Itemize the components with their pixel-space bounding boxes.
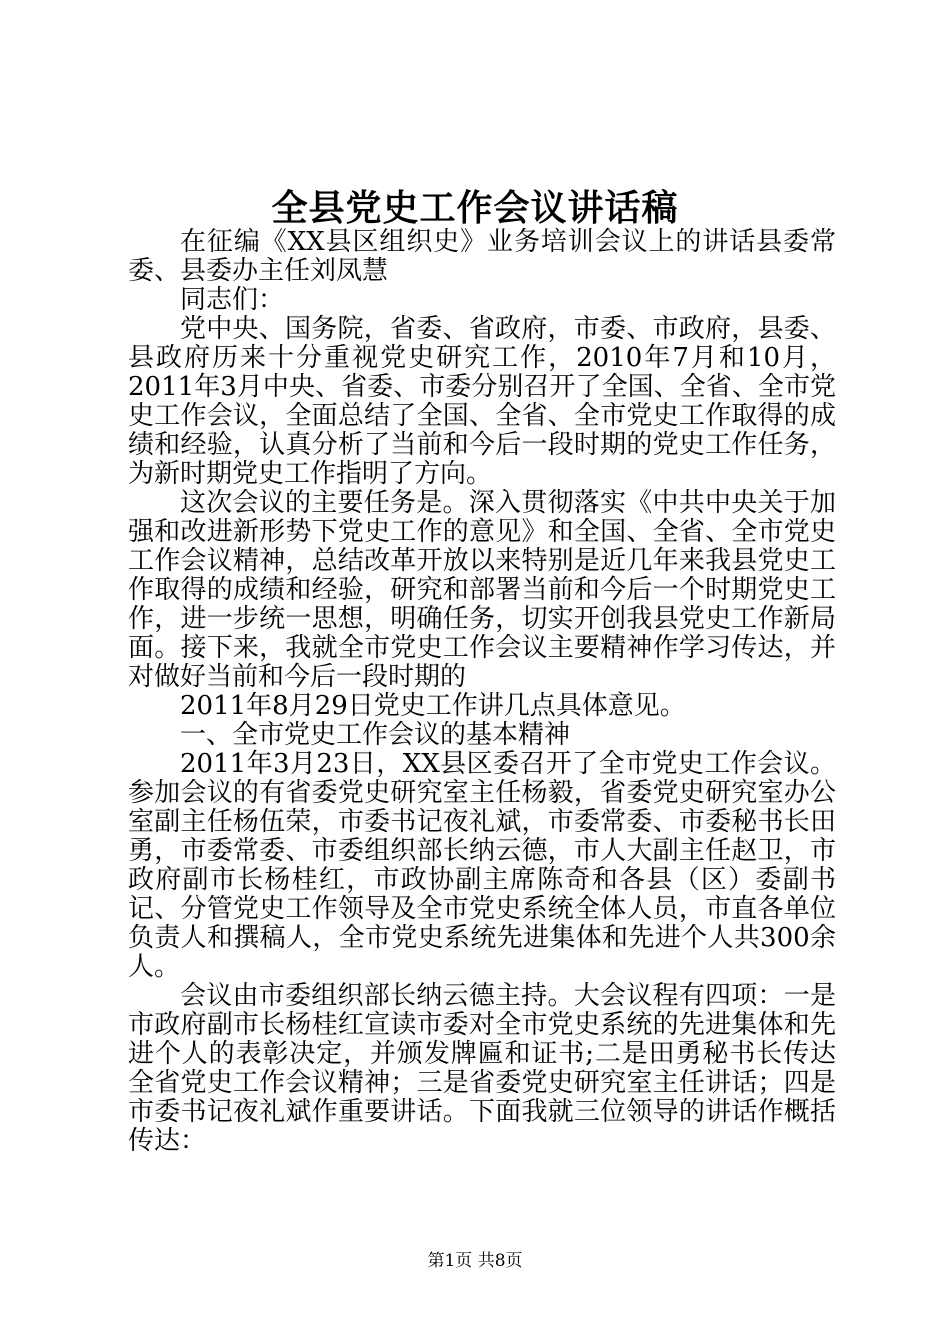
paragraph: 党中央、国务院，省委、省政府，市委、市政府，县委、县政府历来十分重视党史研究工作，2010年7月和10月，2011年3月中央、省委、市委分别召开了全国、全省、全市党史工作会议，全面总结了全国、全省、全市党史工作取得的成绩和经验，认真分析了当前和今后一段时期的党史工作任务，为新时期党史工作指明了方向。: [128, 314, 836, 489]
paragraph-subtitle: 在征编《XX县区组织史》业务培训会议上的讲话县委常委、县委办主任刘凤慧: [128, 227, 836, 286]
document-body: [128, 228, 836, 1156]
paragraph-salutation: 同志们：: [180, 285, 285, 315]
paragraph: 2011年3月23日，XX县区委召开了全市党史工作会议。参加会议的有省委党史研究室主任杨毅，省委党史研究室办公室副主任杨伍荣，市委书记夜礼斌，市委常委、市委秘书长田勇，市委常委、市委组织部长纳云德，市人大副主任赵卫，市政府副市长杨桂红，市政协副主席陈奇和各县（区）委副书记、分管党史工作领导及全市党史系统全体人员，市直各单位负责人和撰稿人，全市党史系统先进集体和先进个人共300余人。: [128, 749, 836, 982]
paragraph: 这次会议的主要任务是。深入贯彻落实《中共中央关于加强和改进新形势下党史工作的意见》和全国、全省、全市党史工作会议精神，总结改革开放以来特别是近几年来我县党史工作取得的成绩和经验，研究和部署当前和今后一个时期党史工作，进一步统一思想，明确任务，切实开创我县党史工作新局面。接下来，我就全市党史工作会议主要精神作学习传达，并对做好当前和今后一段时期的: [128, 488, 836, 692]
paragraph: 会议由市委组织部长纳云德主持。大会议程有四项：一是市政府副市长杨桂红宣读市委对全市党史系统的先进集体和先进个人的表彰决定，并颁发牌匾和证书;二是田勇秘书长传达全省党史工作会议精神；三是省委党史研究室主任讲话；四是市委书记夜礼斌作重要讲话。下面我就三位领导的讲话作概括传达：: [128, 981, 836, 1156]
document-title: 全县党史工作会议讲话稿: [271, 188, 679, 229]
section-heading: 一、全市党史工作会议的基本精神: [180, 720, 571, 750]
page-footer: 第1页 共8页: [427, 1251, 523, 1271]
paragraph-date: 2011年8月29日党史工作讲几点具体意见。: [180, 691, 686, 721]
